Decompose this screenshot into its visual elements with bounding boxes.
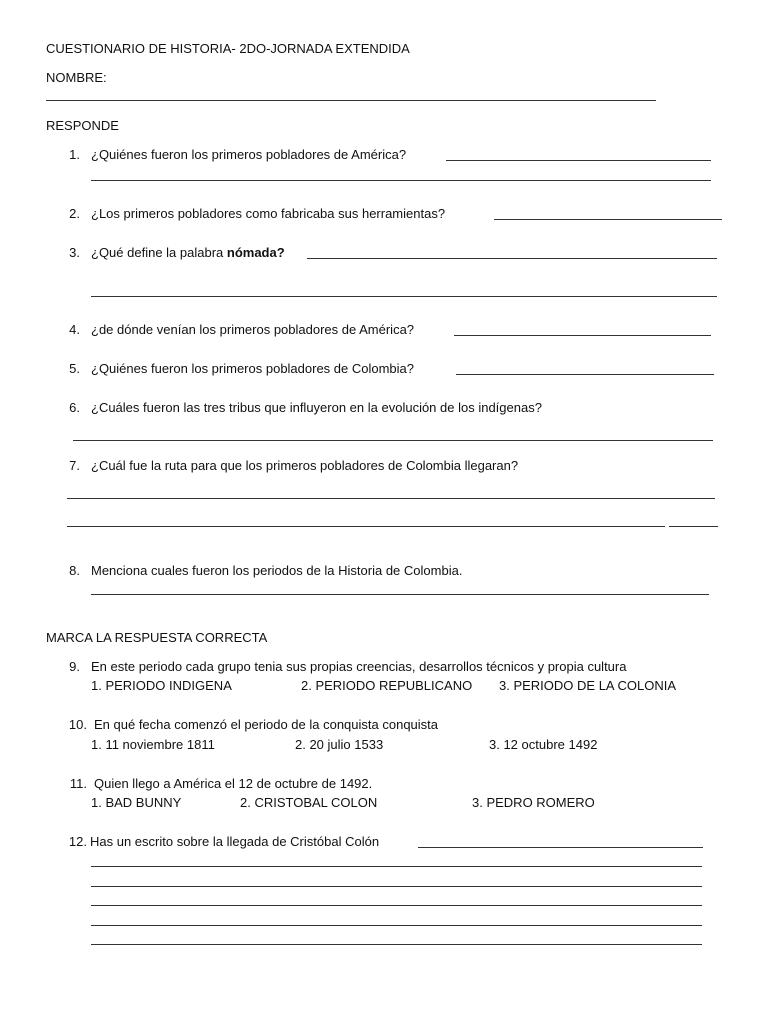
question-number: 2. (69, 206, 80, 221)
answer-line[interactable] (67, 498, 715, 499)
question-number: 12. (68, 834, 87, 849)
option-2[interactable]: 2. CRISTOBAL COLON (240, 795, 378, 810)
name-answer-line[interactable] (46, 100, 656, 101)
option-3[interactable]: 3. 12 octubre 1492 (489, 737, 598, 752)
question-number: 10. (68, 717, 87, 732)
option-1[interactable]: 1. 11 noviembre 1811 (91, 737, 215, 752)
question-number: 3. (69, 245, 80, 260)
answer-line[interactable] (91, 180, 711, 181)
answer-line[interactable] (91, 886, 702, 887)
question-number: 5. (69, 361, 80, 376)
question-10-text: En qué fecha comenzó el periodo de la conquista conquista (94, 717, 439, 732)
answer-line[interactable] (494, 219, 722, 220)
question-11-text: Quien llego a América el 12 de octubre de 1492. (94, 776, 373, 791)
section-heading-marca: MARCA LA RESPUESTA CORRECTA (46, 630, 268, 645)
answer-line[interactable] (91, 944, 702, 945)
question-8-text: Menciona cuales fueron los periodos de la Historia de Colombia. (91, 563, 463, 578)
answer-line[interactable] (91, 905, 702, 906)
answer-line[interactable] (91, 296, 717, 297)
bold-term: nómada? (226, 245, 285, 260)
option-3[interactable]: 3. PEDRO ROMERO (472, 795, 595, 810)
answer-line[interactable] (418, 847, 703, 848)
question-9-text: En este periodo cada grupo tenia sus propias creencias, desarrollos técnicos y propia cultura (91, 659, 627, 674)
answer-line[interactable] (91, 866, 702, 867)
question-number: 11. (69, 776, 87, 791)
section-heading-responde: RESPONDE (46, 118, 119, 133)
question-12-text: Has un escrito sobre la llegada de Cristóbal Colón (90, 834, 380, 849)
question-number: 4. (69, 322, 80, 337)
option-2[interactable]: 2. PERIODO REPUBLICANO (301, 678, 473, 693)
option-3[interactable]: 3. PERIODO DE LA COLONIA (499, 678, 676, 693)
answer-line[interactable] (91, 925, 702, 926)
option-1[interactable]: 1. PERIODO INDIGENA (91, 678, 232, 693)
question-7-text: ¿Cuál fue la ruta para que los primeros pobladores de Colombia llegaran? (91, 458, 519, 473)
answer-line[interactable] (446, 160, 711, 161)
answer-line[interactable] (669, 526, 718, 527)
answer-line[interactable] (454, 335, 711, 336)
option-2[interactable]: 2. 20 julio 1533 (295, 737, 384, 752)
question-5-text: ¿Quiénes fueron los primeros pobladores de Colombia? (91, 361, 415, 376)
question-6-text: ¿Cuáles fueron las tres tribus que influyeron en la evolución de los indígenas? (91, 400, 542, 415)
question-4-text: ¿de dónde venían los primeros pobladores de América? (91, 322, 415, 337)
answer-line[interactable] (91, 594, 709, 595)
question-1-text: ¿Quiénes fueron los primeros pobladores de América? (91, 147, 407, 162)
answer-line[interactable] (456, 374, 714, 375)
answer-line[interactable] (67, 526, 665, 527)
question-number: 1. (69, 147, 80, 162)
question-number: 8. (69, 563, 80, 578)
question-number: 7. (69, 458, 80, 473)
question-2-text: ¿Los primeros pobladores como fabricaba sus herramientas? (91, 206, 446, 221)
answer-line[interactable] (307, 258, 717, 259)
option-1[interactable]: 1. BAD BUNNY (91, 795, 182, 810)
page-title: CUESTIONARIO DE HISTORIA- 2DO-JORNADA EXTENDIDA (46, 41, 410, 56)
answer-line[interactable] (73, 440, 713, 441)
question-number: 6. (69, 400, 80, 415)
question-number: 9. (69, 659, 80, 674)
name-label: NOMBRE: (46, 70, 107, 85)
question-3-text: ¿Qué define la palabra nómada? (91, 245, 285, 260)
